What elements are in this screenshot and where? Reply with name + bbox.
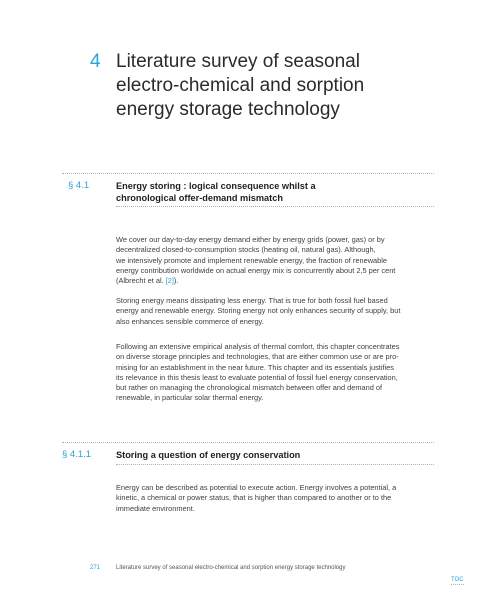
chapter-title-line: energy storage technology: [116, 99, 340, 120]
section-underline: [116, 464, 434, 465]
citation-prefix: (Albrecht et al.: [116, 276, 166, 286]
section-underline: [116, 206, 434, 207]
text-line: energy contribution worldwide on actual energy mix is concurrently about 2,5 per cent: [116, 265, 396, 275]
section-number: § 4.1: [68, 180, 90, 191]
chapter-title-line: Literature survey of seasonal: [116, 51, 360, 72]
section-divider: [62, 173, 434, 174]
text-line: kinetic, a chemical or power status, that is higher than compared to another or to the: [116, 493, 392, 503]
section-title-line: chronological offer-demand mismatch: [116, 193, 283, 203]
section-title: Storing a question of energy conservation: [116, 450, 301, 460]
page-number: 271: [90, 565, 101, 571]
section-title-line: Energy storing : logical consequence whilst a: [116, 181, 316, 191]
chapter-title-line: electro-chemical and sorption: [116, 75, 365, 96]
citation-link[interactable]: [2]: [165, 276, 174, 286]
chapter-number: 4: [90, 51, 101, 72]
section-number: § 4.1.1: [62, 449, 92, 460]
text-line: [116, 276, 428, 286]
text-line: immediate environment.: [116, 503, 195, 513]
body-paragraph: [116, 483, 428, 514]
text-line: Energy can be described as potential to execute action. Energy involves a potential, a: [116, 483, 397, 492]
text-line: Storing energy means dissipating less energy. That is true for both fossil fuel based: [116, 296, 388, 305]
text-line: mising for an establishment in the near future. This chapter and its essentials justifies: [116, 362, 394, 372]
body-paragraph: [116, 342, 428, 404]
chapter-title: [116, 50, 416, 122]
text-line: renewable, in particular solar thermal energy.: [116, 393, 264, 403]
body-paragraph: [116, 296, 428, 327]
running-footer: Literature survey of seasonal electro-chemical and sorption energy storage technology: [116, 565, 346, 571]
text-line: We cover our day-to-day energy demand either by energy grids (power, gas) or by: [116, 235, 385, 244]
text-line: energy and renewable energy. Storing energy not only enhances security of supply, but: [116, 306, 401, 316]
section-title: [116, 180, 436, 204]
text-line: but rather on managing the chronological mismatch between offer and demand of: [116, 383, 383, 393]
body-paragraph: [116, 235, 428, 286]
section-divider: [62, 442, 434, 443]
text-line: its relevance in this thesis least to evaluate potential of fossil fuel energy conservation,: [116, 372, 398, 382]
citation-suffix: ).: [173, 276, 179, 286]
text-line: also enhances sensible commerce of energy.: [116, 316, 264, 326]
text-line: Following an extensive empirical analysis of thermal comfort, this chapter concentrates: [116, 342, 400, 351]
text-line: decentralized closed-to-consumption stocks (heating oil, natural gas). Although,: [116, 245, 376, 255]
text-line: on diverse storage principles and technologies, that are either common use or are pro-: [116, 352, 399, 362]
text-line: we intensively promote and implement renewable energy, the fraction of renewable: [116, 255, 388, 265]
toc-link[interactable]: TOC: [451, 577, 464, 583]
